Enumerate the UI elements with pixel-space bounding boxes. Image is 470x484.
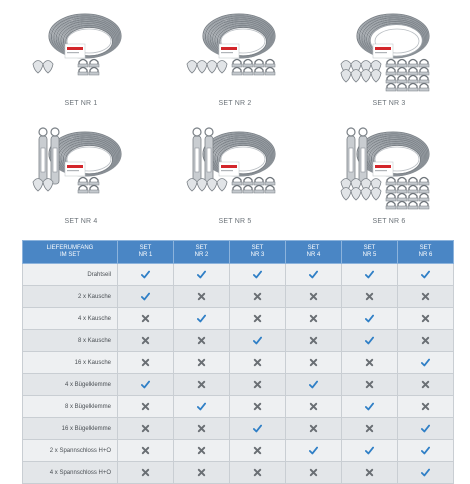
- set-photo: [3, 118, 159, 218]
- wire-clamp-icon: [397, 60, 407, 68]
- wire-clamp-icon: [397, 84, 407, 92]
- table-row: [23, 418, 454, 440]
- wire-clamp-icon: [243, 60, 253, 68]
- check-icon: [253, 270, 262, 279]
- wire-clamp-icon: [419, 84, 429, 92]
- check-icon: [421, 424, 430, 433]
- header-column-line1: SET: [195, 245, 208, 251]
- check-icon: [309, 380, 318, 389]
- cross-icon: [253, 314, 262, 323]
- check-icon: [141, 292, 150, 301]
- check-icon: [365, 270, 374, 279]
- wire-clamp-icon: [397, 178, 407, 186]
- wire-clamp-icon: [408, 186, 418, 194]
- thimble-icon: [351, 188, 361, 201]
- mark-cell: [118, 396, 174, 418]
- wire-clamp-icon: [386, 186, 396, 194]
- mark-cell: [174, 264, 230, 286]
- mark-cell: [286, 418, 342, 440]
- thimble-icon: [187, 179, 197, 192]
- row-label: 4 x Spannschloss H+O: [23, 462, 118, 484]
- cross-icon: [253, 380, 262, 389]
- mark-cell: [342, 308, 398, 330]
- mark-cell: [230, 418, 286, 440]
- cross-icon: [141, 424, 150, 433]
- cross-icon: [365, 468, 374, 477]
- wire-clamp-icon: [419, 186, 429, 194]
- wire-clamp-icon: [265, 60, 275, 68]
- set-label: SET NR 3: [372, 100, 406, 107]
- wire-clamp-icon: [397, 194, 407, 202]
- wire-clamp-icon: [243, 68, 253, 76]
- row-label: 8 x Bügelklemme: [23, 396, 118, 418]
- mark-cell: [286, 308, 342, 330]
- header-label-line2: IM SET: [59, 252, 80, 258]
- mark-cell: [286, 330, 342, 352]
- turnbuckle-icon: [205, 128, 213, 184]
- wire-clamp-icon: [78, 178, 88, 186]
- check-icon: [365, 446, 374, 455]
- mark-cell: [230, 352, 286, 374]
- mark-cell: [230, 286, 286, 308]
- wire-clamp-icon: [386, 202, 396, 210]
- check-icon: [365, 336, 374, 345]
- cross-icon: [309, 358, 318, 367]
- header-set-column: [398, 241, 454, 264]
- wire-clamp-icon: [386, 84, 396, 92]
- wire-clamp-icon: [419, 76, 429, 84]
- mark-cell: [174, 330, 230, 352]
- turnbuckle-icon: [51, 128, 59, 184]
- turnbuckle-icon: [359, 128, 367, 184]
- wire-clamp-icon: [397, 186, 407, 194]
- wire-clamp-icon: [408, 202, 418, 210]
- mark-cell: [342, 440, 398, 462]
- cross-icon: [253, 468, 262, 477]
- header-column-line2: NR 2: [194, 252, 209, 258]
- wire-clamp-icon: [254, 186, 264, 194]
- mark-cell: [230, 440, 286, 462]
- thimble-icon: [217, 179, 227, 192]
- mark-cell: [174, 418, 230, 440]
- turnbuckle-icon: [347, 128, 355, 184]
- mark-cell: [230, 264, 286, 286]
- check-icon: [197, 270, 206, 279]
- mark-cell: [118, 374, 174, 396]
- check-icon: [197, 402, 206, 411]
- thimble-icon: [361, 188, 371, 201]
- mark-cell: [342, 396, 398, 418]
- thimble-icon: [187, 61, 197, 74]
- header-set-column: [174, 241, 230, 264]
- mark-cell: [398, 440, 454, 462]
- mark-cell: [118, 352, 174, 374]
- mark-cell: [286, 462, 342, 484]
- turnbuckle-icon: [39, 128, 47, 184]
- mark-cell: [118, 286, 174, 308]
- thimble-icon: [207, 61, 217, 74]
- header-set-column: [230, 241, 286, 264]
- wire-clamp-icon: [243, 186, 253, 194]
- thimble-icon: [197, 61, 207, 74]
- mark-cell: [230, 308, 286, 330]
- table-row: [23, 396, 454, 418]
- mark-cell: [230, 396, 286, 418]
- header-column-line2: NR 6: [418, 252, 433, 258]
- wire-clamp-icon: [78, 60, 88, 68]
- thimble-icon: [197, 179, 207, 192]
- header-column-line2: NR 5: [362, 252, 377, 258]
- thimble-icon: [341, 188, 351, 201]
- table-header-row: [23, 241, 454, 264]
- mark-cell: [342, 264, 398, 286]
- cross-icon: [197, 468, 206, 477]
- wire-clamp-icon: [265, 186, 275, 194]
- mark-cell: [118, 264, 174, 286]
- mark-cell: [342, 330, 398, 352]
- wire-clamp-icon: [386, 178, 396, 186]
- contents-table: [22, 240, 454, 484]
- mark-cell: [118, 440, 174, 462]
- mark-cell: [286, 286, 342, 308]
- cross-icon: [309, 402, 318, 411]
- cross-icon: [197, 446, 206, 455]
- wire-clamp-icon: [254, 68, 264, 76]
- cross-icon: [309, 468, 318, 477]
- mark-cell: [118, 308, 174, 330]
- brand-tag-icon: [65, 44, 85, 58]
- mark-cell: [398, 396, 454, 418]
- wire-clamp-icon: [243, 178, 253, 186]
- check-icon: [141, 270, 150, 279]
- mark-cell: [118, 330, 174, 352]
- table-row: [23, 440, 454, 462]
- wire-clamp-icon: [397, 76, 407, 84]
- thimble-icon: [43, 179, 53, 192]
- cross-icon: [141, 314, 150, 323]
- mark-cell: [398, 330, 454, 352]
- table-body: [23, 264, 454, 484]
- mark-cell: [286, 440, 342, 462]
- set-cell: [311, 118, 467, 235]
- header-set-column: [286, 241, 342, 264]
- thimble-icon: [351, 70, 361, 83]
- header-column-line1: SET: [363, 245, 376, 251]
- check-icon: [309, 270, 318, 279]
- check-icon: [141, 380, 150, 389]
- mark-cell: [398, 418, 454, 440]
- row-label: Drahtseil: [23, 264, 118, 286]
- wire-clamp-icon: [232, 186, 242, 194]
- brand-tag-icon: [65, 162, 85, 176]
- header-column-line1: SET: [251, 245, 264, 251]
- thimble-icon: [33, 61, 43, 74]
- mark-cell: [174, 440, 230, 462]
- wire-clamp-icon: [89, 178, 99, 186]
- set-cell: [3, 0, 159, 117]
- cross-icon: [141, 446, 150, 455]
- set-cell: [3, 118, 159, 235]
- header-column-line1: SET: [419, 245, 432, 251]
- wire-clamp-icon: [78, 186, 88, 194]
- set-photo: [157, 118, 313, 218]
- cross-icon: [197, 336, 206, 345]
- mark-cell: [174, 308, 230, 330]
- cross-icon: [253, 402, 262, 411]
- mark-cell: [230, 374, 286, 396]
- mark-cell: [174, 374, 230, 396]
- thimble-icon: [207, 179, 217, 192]
- wire-clamp-icon: [408, 60, 418, 68]
- cross-icon: [365, 358, 374, 367]
- check-icon: [421, 468, 430, 477]
- thimble-icon: [43, 61, 53, 74]
- check-icon: [253, 424, 262, 433]
- cross-icon: [309, 314, 318, 323]
- wire-clamp-icon: [232, 60, 242, 68]
- mark-cell: [398, 264, 454, 286]
- wire-clamp-icon: [419, 202, 429, 210]
- wire-clamp-icon: [265, 68, 275, 76]
- thimble-icon: [371, 188, 381, 201]
- table-row: [23, 308, 454, 330]
- table-row: [23, 286, 454, 308]
- mark-cell: [286, 374, 342, 396]
- cross-icon: [253, 292, 262, 301]
- brand-tag-icon: [373, 44, 393, 58]
- mark-cell: [174, 462, 230, 484]
- check-icon: [309, 446, 318, 455]
- row-label: 16 x Bügelklemme: [23, 418, 118, 440]
- mark-cell: [342, 374, 398, 396]
- cross-icon: [421, 336, 430, 345]
- mark-cell: [398, 308, 454, 330]
- turnbuckle-icon: [193, 128, 201, 184]
- check-icon: [365, 402, 374, 411]
- wire-clamp-icon: [386, 68, 396, 76]
- wire-clamp-icon: [89, 186, 99, 194]
- wire-clamp-icon: [408, 76, 418, 84]
- check-icon: [421, 270, 430, 279]
- header-contents-label: [23, 241, 118, 264]
- cross-icon: [253, 358, 262, 367]
- header-column-line1: SET: [139, 245, 152, 251]
- mark-cell: [174, 352, 230, 374]
- row-label: 2 x Spannschloss H+O: [23, 440, 118, 462]
- cross-icon: [365, 380, 374, 389]
- cross-icon: [197, 380, 206, 389]
- header-column-line2: NR 4: [306, 252, 321, 258]
- mark-cell: [230, 330, 286, 352]
- table-row: [23, 352, 454, 374]
- mark-cell: [342, 418, 398, 440]
- cross-icon: [309, 336, 318, 345]
- mark-cell: [398, 352, 454, 374]
- thimble-icon: [361, 70, 371, 83]
- mark-cell: [398, 462, 454, 484]
- mark-cell: [174, 286, 230, 308]
- check-icon: [421, 446, 430, 455]
- cross-icon: [309, 292, 318, 301]
- set-cell: [157, 118, 313, 235]
- set-label: SET NR 2: [218, 100, 252, 107]
- cross-icon: [141, 336, 150, 345]
- wire-clamp-icon: [386, 76, 396, 84]
- mark-cell: [398, 374, 454, 396]
- check-icon: [421, 358, 430, 367]
- check-icon: [197, 314, 206, 323]
- brand-tag-icon: [219, 44, 239, 58]
- cross-icon: [141, 402, 150, 411]
- wire-clamp-icon: [397, 202, 407, 210]
- wire-clamp-icon: [386, 60, 396, 68]
- mark-cell: [342, 286, 398, 308]
- thimble-icon: [371, 70, 381, 83]
- cross-icon: [197, 424, 206, 433]
- product-gallery: [0, 0, 470, 235]
- set-photo: [311, 0, 467, 100]
- wire-clamp-icon: [232, 68, 242, 76]
- table-row: [23, 462, 454, 484]
- header-set-column: [118, 241, 174, 264]
- wire-clamp-icon: [419, 194, 429, 202]
- header-column-line1: SET: [307, 245, 320, 251]
- header-label-line1: LIEFERUMFANG: [46, 245, 94, 251]
- wire-clamp-icon: [89, 60, 99, 68]
- cross-icon: [421, 402, 430, 411]
- table-row: [23, 374, 454, 396]
- set-label: SET NR 4: [64, 218, 98, 225]
- row-label: 4 x Kausche: [23, 308, 118, 330]
- set-label: SET NR 1: [64, 100, 98, 107]
- brand-tag-icon: [219, 162, 239, 176]
- header-column-line2: NR 3: [250, 252, 265, 258]
- mark-cell: [174, 396, 230, 418]
- thimble-icon: [33, 179, 43, 192]
- wire-clamp-icon: [419, 60, 429, 68]
- table-row: [23, 264, 454, 286]
- wire-clamp-icon: [254, 60, 264, 68]
- wire-clamp-icon: [408, 194, 418, 202]
- wire-clamp-icon: [265, 178, 275, 186]
- thimble-icon: [217, 61, 227, 74]
- table-row: [23, 330, 454, 352]
- thimble-icon: [341, 70, 351, 83]
- wire-clamp-icon: [232, 178, 242, 186]
- wire-clamp-icon: [254, 178, 264, 186]
- row-label: 16 x Kausche: [23, 352, 118, 374]
- row-label: 8 x Kausche: [23, 330, 118, 352]
- set-cell: [311, 0, 467, 117]
- check-icon: [365, 314, 374, 323]
- cross-icon: [141, 358, 150, 367]
- mark-cell: [118, 462, 174, 484]
- set-cell: [157, 0, 313, 117]
- cross-icon: [309, 424, 318, 433]
- wire-clamp-icon: [89, 68, 99, 76]
- mark-cell: [342, 352, 398, 374]
- header-set-column: [342, 241, 398, 264]
- mark-cell: [286, 352, 342, 374]
- cross-icon: [253, 446, 262, 455]
- wire-clamp-icon: [419, 178, 429, 186]
- cross-icon: [365, 424, 374, 433]
- set-photo: [3, 0, 159, 100]
- wire-clamp-icon: [397, 68, 407, 76]
- wire-clamp-icon: [78, 68, 88, 76]
- wire-clamp-icon: [408, 68, 418, 76]
- row-label: 2 x Kausche: [23, 286, 118, 308]
- cross-icon: [197, 292, 206, 301]
- wire-clamp-icon: [408, 84, 418, 92]
- mark-cell: [342, 462, 398, 484]
- wire-clamp-icon: [419, 68, 429, 76]
- mark-cell: [118, 418, 174, 440]
- contents-table-wrapper: [22, 240, 453, 476]
- set-label: SET NR 6: [372, 218, 406, 225]
- check-icon: [253, 336, 262, 345]
- set-photo: [311, 118, 467, 218]
- row-label: 4 x Bügelklemme: [23, 374, 118, 396]
- cross-icon: [421, 380, 430, 389]
- cross-icon: [365, 292, 374, 301]
- mark-cell: [230, 462, 286, 484]
- cross-icon: [141, 468, 150, 477]
- mark-cell: [286, 396, 342, 418]
- wire-clamp-icon: [408, 178, 418, 186]
- set-photo: [157, 0, 313, 100]
- header-column-line2: NR 1: [138, 252, 153, 258]
- brand-tag-icon: [373, 162, 393, 176]
- mark-cell: [398, 286, 454, 308]
- mark-cell: [286, 264, 342, 286]
- wire-clamp-icon: [386, 194, 396, 202]
- cross-icon: [421, 314, 430, 323]
- set-label: SET NR 5: [218, 218, 252, 225]
- cross-icon: [421, 292, 430, 301]
- cross-icon: [197, 358, 206, 367]
